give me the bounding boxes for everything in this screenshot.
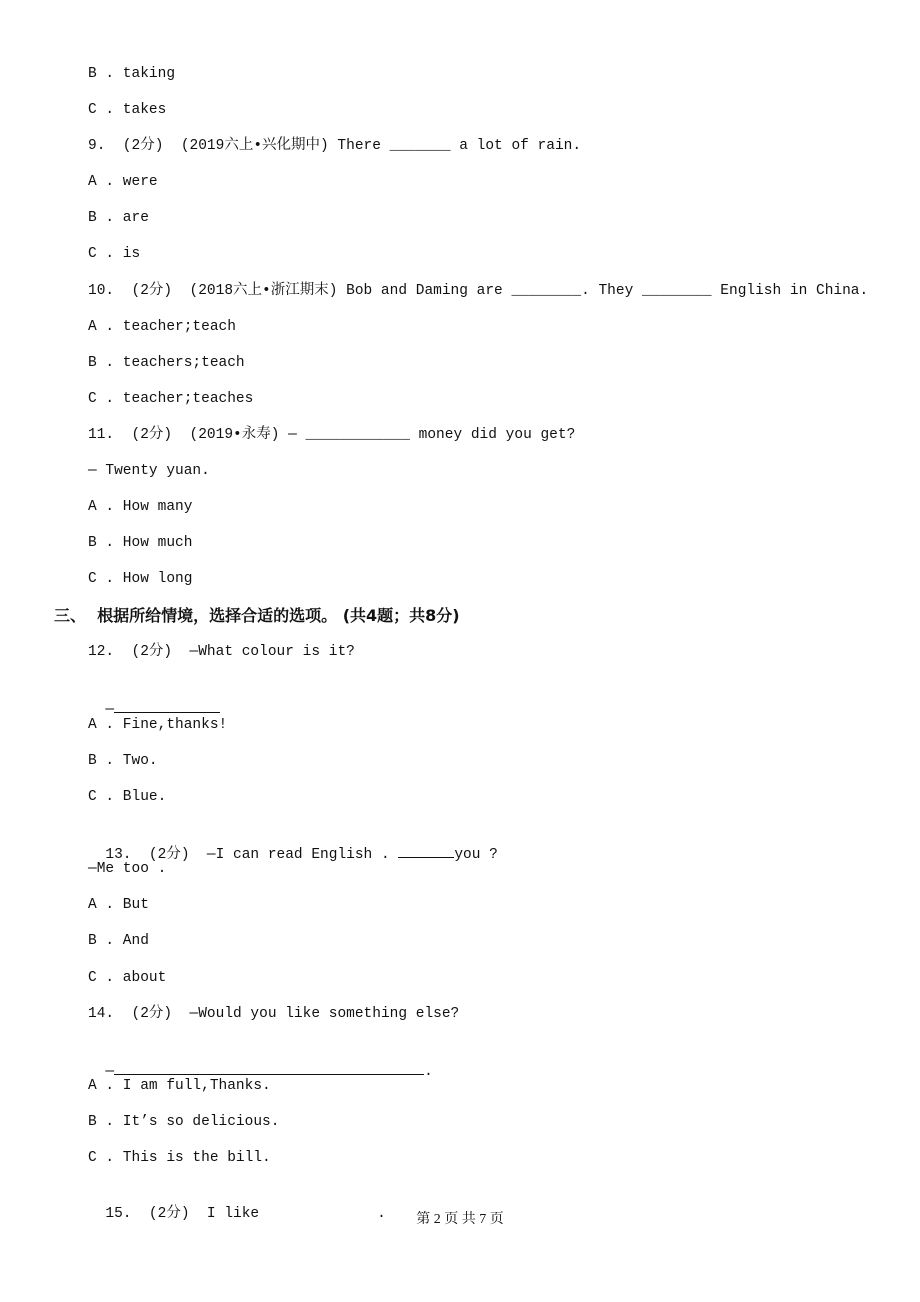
q8-option-b: B . taking [88,66,176,82]
q12-option-b: B . Two. [88,753,158,769]
section-3-heading: 三、 根据所给情境，选择合适的选项。 (共4题；共8分) [54,606,460,625]
q12-option-a: A . Fine,thanks! [88,717,228,733]
q13-option-a: A . But [88,897,149,913]
q15-stem: 15. (2分) I like . [105,1206,386,1222]
q11-option-c: C . How long [88,571,193,587]
answer-blank [398,843,454,858]
q14-option-a: A . I am full,Thanks. [88,1078,271,1094]
answer-blank [114,698,220,713]
page-footer: 第 2 页 共 7 页 [416,1212,504,1227]
q10-option-b: B . teachers;teach [88,355,245,371]
q13-dialog-reply: —Me too . [88,861,167,877]
q14-option-c: C . This is the bill. [88,1150,271,1166]
q12-stem: 12. (2分) —What colour is it? [88,644,355,660]
q12-option-c: C . Blue. [88,789,167,805]
q14-stem: 14. (2分) —Would you like something else? [88,1006,460,1022]
q9-option-c: C . is [88,246,141,262]
q10-option-a: A . teacher;teach [88,319,236,335]
answer-blank [114,1060,424,1075]
q10-option-c: C . teacher;teaches [88,391,254,407]
q9-option-b: B . are [88,210,149,226]
q11-option-b: B . How much [88,535,193,551]
q13-option-b: B . And [88,933,149,949]
q9-stem: 9. (2分) (2019六上•兴化期中) There _______ a lot of rain. [88,138,582,154]
q11-option-a: A . How many [88,499,193,515]
q12-dialog-reply: — [88,678,220,720]
q11-stem: 11. (2分) (2019•永寿) — ____________ money did you get? [88,427,576,443]
q14-option-b: B . It’s so delicious. [88,1114,280,1130]
q14-dialog-reply: — . [88,1040,433,1082]
q10-stem: 10. (2分) (2018六上•浙江期末) Bob and Daming are ________. They ________ English in China. [88,283,869,299]
q13-option-c: C . about [88,970,167,986]
q9-option-a: A . were [88,174,158,190]
q13-stem: 13. (2分) —I can read English . you ? [88,823,498,865]
q8-option-c: C . takes [88,102,167,118]
q11-dialog-reply: — Twenty yuan. [88,463,210,479]
